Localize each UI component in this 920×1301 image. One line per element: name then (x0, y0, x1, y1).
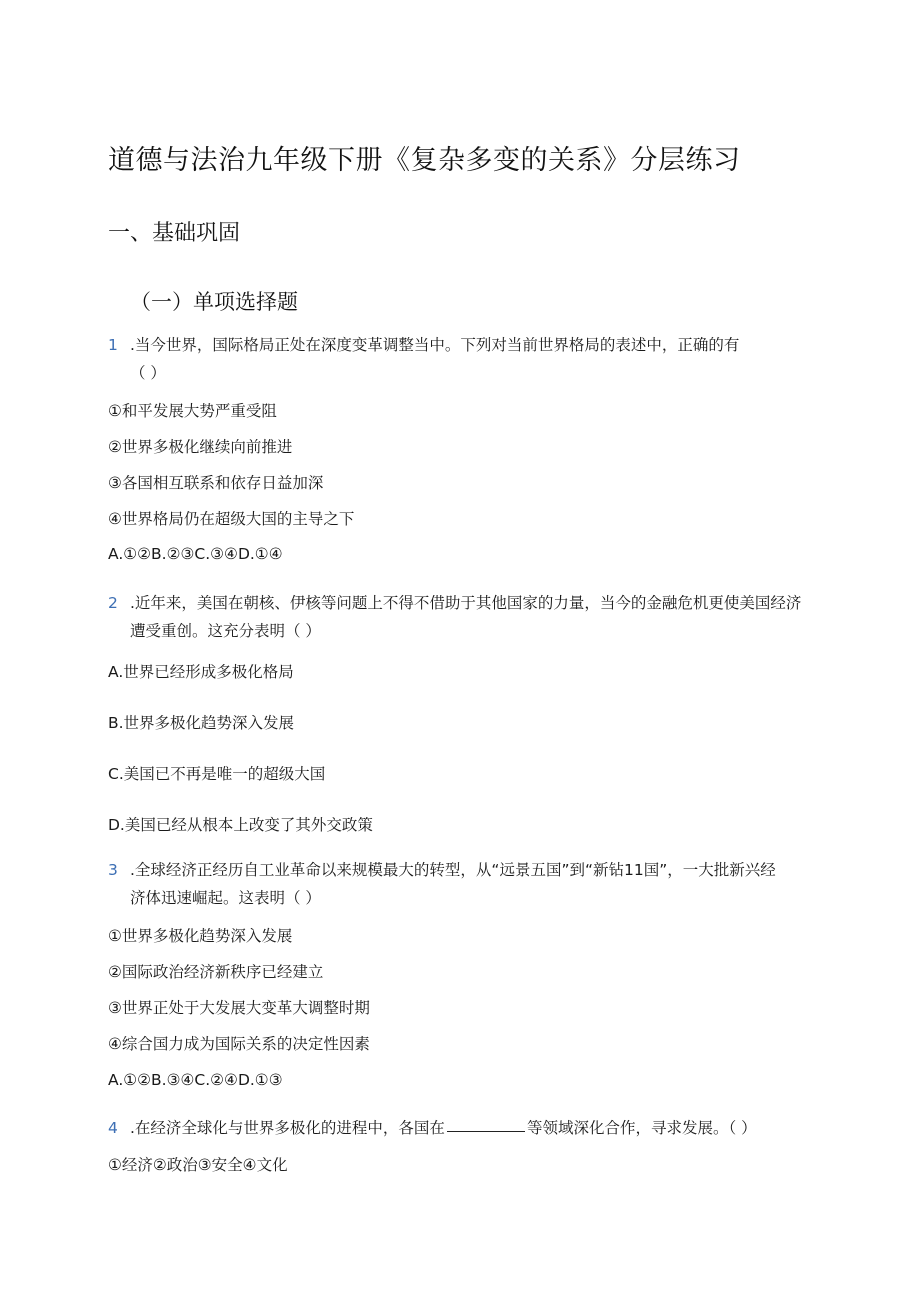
question-text-before-blank: .在经济全球化与世界多极化的进程中，各国在 (130, 1119, 445, 1137)
question-text-after-blank: 等领域深化合作，寻求发展。（ ） (526, 1119, 757, 1137)
document-title: 道德与法治九年级下册《复杂多变的关系》分层练习 (108, 145, 741, 176)
question-1-item: ④世界格局仍在超级大国的主导之下 (108, 510, 355, 528)
question-number: 1 (108, 336, 118, 354)
section-heading: 一、基础巩固 (108, 221, 241, 246)
question-2-option-b: B.世界多极化趋势深入发展 (108, 714, 295, 732)
question-3-item: ②国际政治经济新秩序已经建立 (108, 963, 324, 981)
question-2-option-c: C.美国已不再是唯一的超级大国 (108, 765, 326, 783)
fill-in-blank (447, 1130, 525, 1132)
question-1-stem (108, 333, 739, 355)
question-number: 4 (108, 1119, 118, 1137)
question-2-stem-continued: 遭受重创。这充分表明（ ） (130, 622, 321, 640)
question-number: 3 (108, 861, 118, 879)
question-3-item: ③世界正处于大发展大变革大调整时期 (108, 999, 370, 1017)
question-3-item: ④综合国力成为国际关系的决定性因素 (108, 1035, 370, 1053)
question-3-stem (108, 858, 776, 880)
question-1-options: A.①②B.②③C.③④D.①④ (108, 545, 283, 563)
subsection-heading: （一）单项选择题 (130, 290, 298, 314)
question-1-stem-continued: （ ） (130, 364, 166, 382)
question-4-item: ①经济②政治③安全④文化 (108, 1156, 288, 1174)
question-3-stem-continued: 济体迅速崛起。这表明（ ） (130, 889, 321, 907)
question-1-item: ①和平发展大势严重受阻 (108, 402, 277, 420)
question-2-option-d: D.美国已经从根本上改变了其外交政策 (108, 816, 373, 834)
question-text: .近年来，美国在朝核、伊核等问题上不得不借助于其他国家的力量，当今的金融危机更使美国经济 (130, 594, 802, 612)
question-1-item: ②世界多极化继续向前推进 (108, 438, 293, 456)
question-3-item: ①世界多极化趋势深入发展 (108, 927, 293, 945)
question-text: .全球经济正经历自工业革命以来规模最大的转型，从“远景五国”到“新钻11国”，一大批新兴经 (130, 861, 776, 879)
question-4-stem (108, 1116, 757, 1138)
question-text: .当今世界，国际格局正处在深度变革调整当中。下列对当前世界格局的表述中，正确的有 (130, 336, 740, 354)
question-3-options: A.①②B.③④C.②④D.①③ (108, 1071, 283, 1089)
question-number: 2 (108, 594, 118, 612)
question-2-option-a: A.世界已经形成多极化格局 (108, 663, 294, 681)
question-1-item: ③各国相互联系和依存日益加深 (108, 474, 324, 492)
question-2-stem (108, 591, 801, 613)
